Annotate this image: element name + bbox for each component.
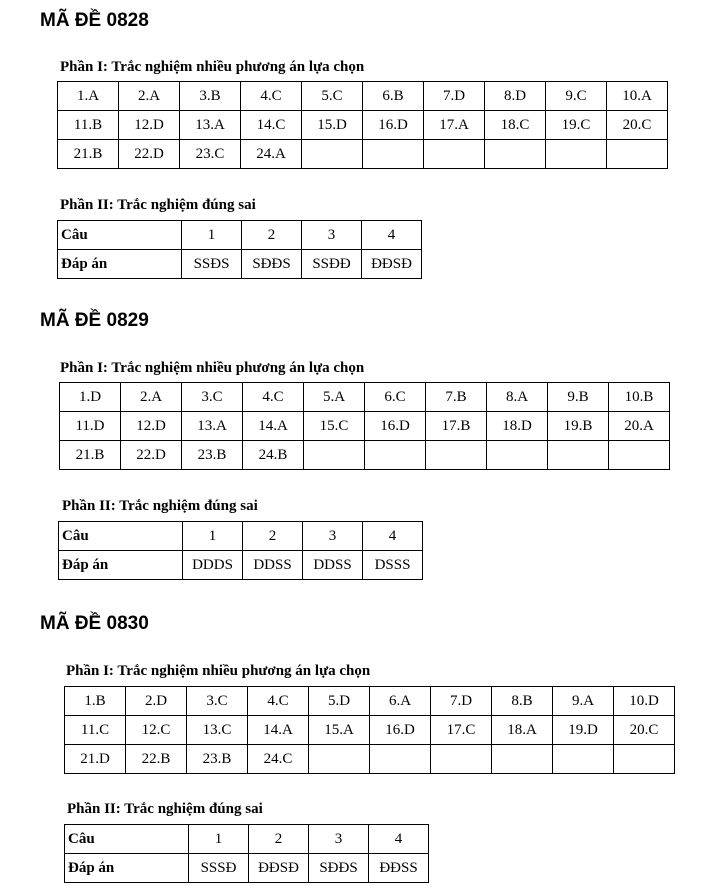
true-false-answer-cell: DSSS [363, 551, 423, 580]
answer-cell: 11.B [58, 111, 119, 140]
multiple-choice-answer-table [64, 686, 675, 774]
answer-cell: 8.B [492, 687, 553, 716]
answer-row [60, 441, 670, 470]
row-label: Câu [59, 522, 183, 551]
answer-cell: 6.C [365, 383, 426, 412]
true-false-answer-cell: SSĐS [182, 250, 242, 279]
answer-cell: 11.D [60, 412, 121, 441]
question-number-cell: 2 [243, 522, 303, 551]
row-label: Câu [65, 825, 189, 854]
answer-cell: 1.D [60, 383, 121, 412]
answer-cell [365, 441, 426, 470]
true-false-answer-cell: SĐĐS [242, 250, 302, 279]
answer-cell [548, 441, 609, 470]
answer-cell: 16.D [365, 412, 426, 441]
answer-cell: 13.A [182, 412, 243, 441]
exam-code-title: MÃ ĐỀ 0829 [40, 310, 149, 331]
row-label: Câu [58, 221, 182, 250]
answer-row [58, 140, 668, 169]
row-label: Đáp án [65, 854, 189, 883]
answer-cell: 4.C [241, 82, 302, 111]
question-number-cell: 4 [362, 221, 422, 250]
true-false-answer-table [64, 824, 429, 883]
question-number-cell: 3 [302, 221, 362, 250]
answer-cell: 22.D [119, 140, 180, 169]
answer-cell: 16.D [370, 716, 431, 745]
answer-cell: 24.B [243, 441, 304, 470]
true-false-answer-cell: ĐĐSS [369, 854, 429, 883]
answer-cell: 20.A [609, 412, 670, 441]
answer-cell [553, 745, 614, 774]
multiple-choice-answer-table [59, 382, 670, 470]
answer-row [60, 383, 670, 412]
exam-code-title: MÃ ĐỀ 0830 [40, 613, 149, 634]
answer-cell: 12.D [121, 412, 182, 441]
answer-cell [431, 745, 492, 774]
row-label: Đáp án [59, 551, 183, 580]
answer-cell [309, 745, 370, 774]
answer-cell: 1.A [58, 82, 119, 111]
question-number-cell: 1 [182, 221, 242, 250]
answer-cell: 19.C [546, 111, 607, 140]
answer-cell [426, 441, 487, 470]
answer-cell: 15.C [304, 412, 365, 441]
answer-cell: 10.B [609, 383, 670, 412]
answer-cell [424, 140, 485, 169]
answer-cell: 3.C [182, 383, 243, 412]
answer-cell: 9.B [548, 383, 609, 412]
answer-cell: 18.A [492, 716, 553, 745]
answer-cell: 21.B [58, 140, 119, 169]
answer-cell: 23.C [180, 140, 241, 169]
answer-cell: 24.C [248, 745, 309, 774]
answer-row [60, 412, 670, 441]
question-number-cell: 2 [249, 825, 309, 854]
true-false-answer-cell: SSĐĐ [302, 250, 362, 279]
answer-cell: 11.C [65, 716, 126, 745]
true-false-answer-table [57, 220, 422, 279]
answer-cell: 10.A [607, 82, 668, 111]
answer-cell: 6.A [370, 687, 431, 716]
question-row [59, 522, 423, 551]
answer-cell: 13.A [180, 111, 241, 140]
answer-cell: 12.C [126, 716, 187, 745]
answer-cell: 17.C [431, 716, 492, 745]
answer-cell: 8.A [487, 383, 548, 412]
answer-cell: 8.D [485, 82, 546, 111]
answer-cell: 3.B [180, 82, 241, 111]
answer-cell: 9.A [553, 687, 614, 716]
answer-cell: 16.D [363, 111, 424, 140]
answer-cell: 18.C [485, 111, 546, 140]
answer-cell: 13.C [187, 716, 248, 745]
true-false-answer-cell: ĐĐSĐ [362, 250, 422, 279]
part1-title: Phần I: Trắc nghiệm nhiều phương án lựa chọn [66, 663, 371, 679]
answer-cell [304, 441, 365, 470]
answer-cell: 2.A [121, 383, 182, 412]
question-number-cell: 3 [303, 522, 363, 551]
answer-cell: 7.D [424, 82, 485, 111]
answer-key-row [59, 551, 423, 580]
answer-cell [302, 140, 363, 169]
answer-cell: 20.C [614, 716, 675, 745]
true-false-answer-table [58, 521, 423, 580]
answer-cell: 4.C [248, 687, 309, 716]
answer-cell: 5.A [304, 383, 365, 412]
answer-cell: 5.C [302, 82, 363, 111]
part1-title: Phần I: Trắc nghiệm nhiều phương án lựa chọn [60, 59, 365, 75]
true-false-answer-cell: ĐĐSĐ [249, 854, 309, 883]
answer-row [65, 716, 675, 745]
answer-cell: 22.D [121, 441, 182, 470]
answer-cell: 7.B [426, 383, 487, 412]
true-false-answer-cell: DDSS [243, 551, 303, 580]
answer-cell [492, 745, 553, 774]
answer-cell: 18.D [487, 412, 548, 441]
answer-cell [370, 745, 431, 774]
question-number-cell: 3 [309, 825, 369, 854]
answer-cell: 22.B [126, 745, 187, 774]
exam-code-title: MÃ ĐỀ 0828 [40, 10, 149, 31]
row-label: Đáp án [58, 250, 182, 279]
answer-row [58, 82, 668, 111]
question-number-cell: 1 [183, 522, 243, 551]
answer-cell: 2.A [119, 82, 180, 111]
answer-cell: 23.B [187, 745, 248, 774]
answer-cell [487, 441, 548, 470]
answer-cell: 14.A [243, 412, 304, 441]
answer-cell [614, 745, 675, 774]
answer-cell: 21.D [65, 745, 126, 774]
true-false-answer-cell: DDDS [183, 551, 243, 580]
answer-cell [546, 140, 607, 169]
answer-cell [609, 441, 670, 470]
answer-key-row [58, 250, 422, 279]
part2-title: Phần II: Trắc nghiệm đúng sai [60, 197, 256, 213]
part1-title: Phần I: Trắc nghiệm nhiều phương án lựa chọn [60, 360, 365, 376]
answer-cell: 2.D [126, 687, 187, 716]
answer-cell: 15.D [302, 111, 363, 140]
multiple-choice-answer-table [57, 81, 668, 169]
true-false-answer-cell: SSSĐ [189, 854, 249, 883]
answer-cell: 15.A [309, 716, 370, 745]
answer-row [65, 687, 675, 716]
answer-cell: 14.C [241, 111, 302, 140]
answer-cell: 5.D [309, 687, 370, 716]
answer-cell: 19.B [548, 412, 609, 441]
answer-cell [485, 140, 546, 169]
answer-cell: 7.D [431, 687, 492, 716]
answer-cell: 1.B [65, 687, 126, 716]
true-false-answer-cell: DDSS [303, 551, 363, 580]
part2-title: Phần II: Trắc nghiệm đúng sai [62, 498, 258, 514]
answer-cell: 9.C [546, 82, 607, 111]
answer-cell: 4.C [243, 383, 304, 412]
true-false-answer-cell: SĐĐS [309, 854, 369, 883]
answer-cell [607, 140, 668, 169]
question-number-cell: 1 [189, 825, 249, 854]
answer-cell: 19.D [553, 716, 614, 745]
answer-cell: 20.C [607, 111, 668, 140]
answer-cell: 10.D [614, 687, 675, 716]
question-number-cell: 4 [369, 825, 429, 854]
answer-cell: 17.A [424, 111, 485, 140]
answer-row [58, 111, 668, 140]
answer-cell: 3.C [187, 687, 248, 716]
answer-cell [363, 140, 424, 169]
answer-cell: 17.B [426, 412, 487, 441]
answer-cell: 24.A [241, 140, 302, 169]
answer-cell: 14.A [248, 716, 309, 745]
question-number-cell: 4 [363, 522, 423, 551]
answer-cell: 12.D [119, 111, 180, 140]
question-number-cell: 2 [242, 221, 302, 250]
part2-title: Phần II: Trắc nghiệm đúng sai [67, 801, 263, 817]
question-row [65, 825, 429, 854]
question-row [58, 221, 422, 250]
answer-cell: 23.B [182, 441, 243, 470]
answer-cell: 21.B [60, 441, 121, 470]
answer-key-row [65, 854, 429, 883]
answer-cell: 6.B [363, 82, 424, 111]
answer-row [65, 745, 675, 774]
